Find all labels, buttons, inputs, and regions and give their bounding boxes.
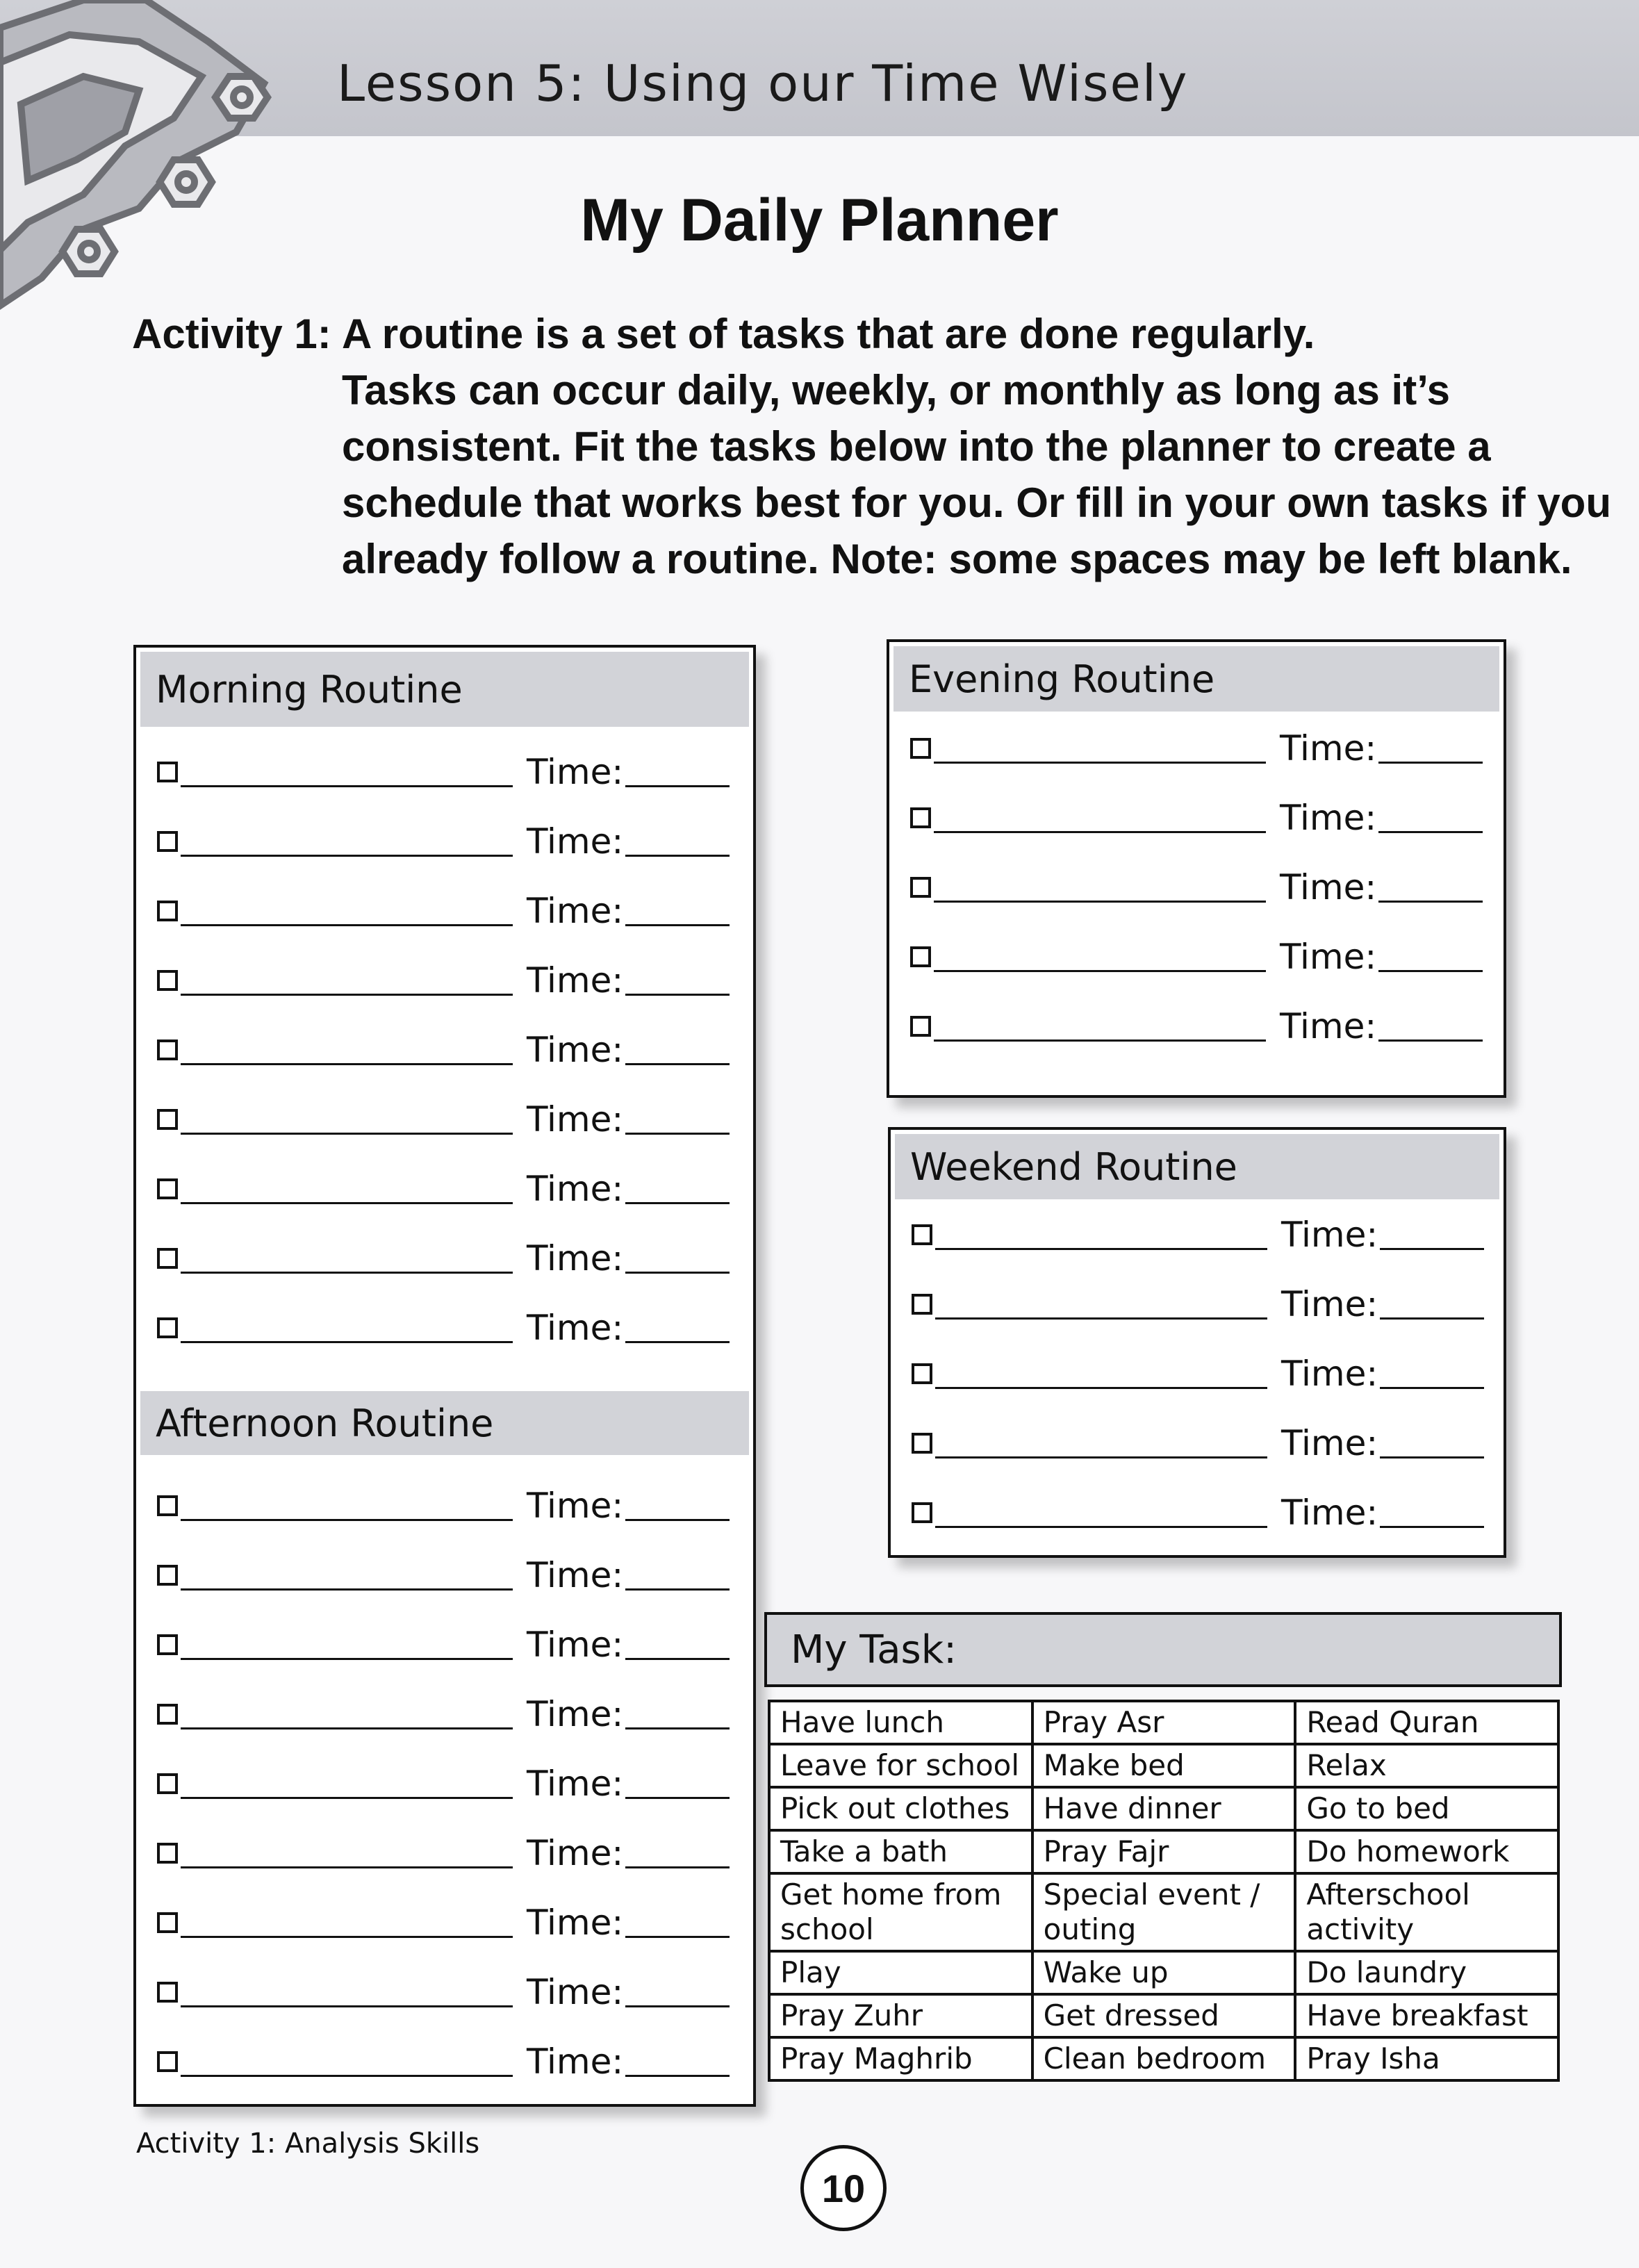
time-blank-line[interactable]: [1380, 1317, 1484, 1320]
time-blank-line[interactable]: [625, 785, 730, 787]
routine-row: [136, 752, 753, 794]
time-label: Time:: [527, 1099, 624, 1140]
routine-row: [136, 1764, 753, 1805]
time-blank-line[interactable]: [625, 1658, 730, 1660]
lesson-title: Lesson 5: Using our Time Wisely: [337, 54, 1189, 113]
task-checkbox[interactable]: [157, 1565, 178, 1586]
task-checkbox[interactable]: [157, 970, 178, 991]
time-label: Time:: [527, 752, 624, 792]
task-table-row: [769, 2037, 1558, 2080]
evening-routine-heading: Evening Routine: [893, 646, 1499, 712]
task-blank-line[interactable]: [181, 1519, 513, 1521]
routine-row: [136, 960, 753, 1002]
task-checkbox[interactable]: [912, 1433, 932, 1454]
routine-row: [136, 1099, 753, 1141]
task-checkbox[interactable]: [910, 1016, 931, 1037]
task-checkbox[interactable]: [910, 807, 931, 828]
time-blank-line[interactable]: [625, 1866, 730, 1868]
task-checkbox[interactable]: [157, 1040, 178, 1060]
morning-afternoon-box: [133, 645, 756, 2107]
time-blank-line[interactable]: [1378, 831, 1483, 833]
routine-row: [136, 891, 753, 932]
task-blank-line[interactable]: [181, 1866, 513, 1868]
task-blank-line[interactable]: [181, 855, 513, 857]
time-blank-line[interactable]: [625, 1727, 730, 1729]
time-blank-line[interactable]: [625, 1202, 730, 1204]
page-title: My Daily Planner: [580, 187, 1059, 254]
time-blank-line[interactable]: [1378, 762, 1483, 764]
time-label: Time:: [527, 1169, 624, 1209]
routine-row: [136, 1625, 753, 1666]
task-blank-line[interactable]: [181, 785, 513, 787]
time-label: Time:: [527, 2041, 624, 2082]
task-blank-line[interactable]: [934, 901, 1266, 903]
task-cell: Special event / outing: [1032, 1873, 1296, 1951]
task-cell: Pray Asr: [1032, 1701, 1296, 1744]
task-table-row: [769, 1787, 1558, 1830]
time-label: Time:: [527, 1903, 624, 1943]
time-label: Time:: [527, 1555, 624, 1595]
activity-line: already follow a routine. Note: some spaces may be left blank.: [342, 536, 1572, 582]
time-blank-line[interactable]: [625, 1797, 730, 1799]
task-checkbox[interactable]: [912, 1294, 932, 1315]
time-label: Time:: [527, 1308, 624, 1348]
task-blank-line[interactable]: [181, 2005, 513, 2007]
task-blank-line[interactable]: [181, 924, 513, 926]
task-checkbox[interactable]: [912, 1363, 932, 1384]
time-blank-line[interactable]: [1380, 1387, 1484, 1389]
time-label: Time:: [1280, 1006, 1377, 1046]
time-blank-line[interactable]: [625, 924, 730, 926]
task-table: [768, 1700, 1560, 2082]
routine-row: [136, 1972, 753, 2014]
task-blank-line[interactable]: [181, 1341, 513, 1343]
task-checkbox[interactable]: [157, 901, 178, 921]
my-task-heading: My Task:: [764, 1612, 1562, 1687]
afternoon-routine-heading: Afternoon Routine: [140, 1391, 749, 1455]
routine-row: [136, 1833, 753, 1875]
task-cell: Afterschool activity: [1295, 1873, 1558, 1951]
weekend-routine-heading: Weekend Routine: [895, 1134, 1499, 1199]
task-checkbox[interactable]: [157, 1704, 178, 1725]
routine-row: [891, 1423, 1504, 1465]
activity-label: Activity 1:: [132, 311, 331, 357]
time-label: Time:: [527, 1238, 624, 1279]
task-checkbox[interactable]: [157, 1912, 178, 1933]
time-label: Time:: [1280, 937, 1377, 977]
time-label: Time:: [1280, 798, 1377, 838]
routine-row: [889, 728, 1504, 770]
task-checkbox[interactable]: [157, 1178, 178, 1199]
task-blank-line[interactable]: [181, 1272, 513, 1274]
time-label: Time:: [1280, 728, 1377, 769]
task-cell: Leave for school: [769, 1744, 1032, 1787]
time-blank-line[interactable]: [1380, 1456, 1484, 1458]
routine-row: [889, 867, 1504, 909]
task-checkbox[interactable]: [157, 1982, 178, 2003]
time-label: Time:: [1281, 1354, 1378, 1394]
task-table-row: [769, 1994, 1558, 2037]
weekend-routine-box: [888, 1127, 1506, 1558]
task-checkbox[interactable]: [157, 831, 178, 852]
task-checkbox[interactable]: [157, 2051, 178, 2072]
time-label: Time:: [1281, 1493, 1378, 1533]
task-table-row: [769, 1744, 1558, 1787]
task-checkbox[interactable]: [910, 738, 931, 759]
time-label: Time:: [527, 1030, 624, 1070]
routine-row: [136, 1238, 753, 1280]
page-number: 10: [800, 2145, 887, 2231]
time-label: Time:: [527, 1694, 624, 1734]
task-cell: Take a bath: [769, 1830, 1032, 1873]
task-blank-line[interactable]: [181, 1202, 513, 1204]
task-blank-line[interactable]: [935, 1317, 1267, 1320]
task-cell: Have lunch: [769, 1701, 1032, 1744]
task-cell: Pray Zuhr: [769, 1994, 1032, 2037]
time-blank-line[interactable]: [625, 1519, 730, 1521]
time-label: Time:: [527, 1972, 624, 2012]
routine-row: [136, 1555, 753, 1597]
time-blank-line[interactable]: [625, 1341, 730, 1343]
routine-row: [136, 2041, 753, 2083]
task-blank-line[interactable]: [181, 1797, 513, 1799]
time-label: Time:: [527, 1764, 624, 1804]
task-blank-line[interactable]: [181, 1658, 513, 1660]
task-blank-line[interactable]: [181, 1727, 513, 1729]
time-blank-line[interactable]: [1380, 1248, 1484, 1250]
task-table-row: [769, 1873, 1558, 1951]
activity-line: Tasks can occur daily, weekly, or monthly as long as it’s: [342, 367, 1451, 413]
task-cell: Pick out clothes: [769, 1787, 1032, 1830]
task-cell: Relax: [1295, 1744, 1558, 1787]
evening-routine-box: [887, 639, 1506, 1098]
task-blank-line[interactable]: [934, 1040, 1266, 1042]
morning-routine-heading: Morning Routine: [140, 652, 749, 727]
time-label: Time:: [1280, 867, 1377, 907]
task-cell: Have breakfast: [1295, 1994, 1558, 2037]
task-checkbox[interactable]: [910, 946, 931, 967]
task-cell: Have dinner: [1032, 1787, 1296, 1830]
task-checkbox[interactable]: [157, 1248, 178, 1269]
routine-row: [136, 821, 753, 863]
task-cell: Pray Fajr: [1032, 1830, 1296, 1873]
time-label: Time:: [527, 821, 624, 862]
time-blank-line[interactable]: [1378, 901, 1483, 903]
task-checkbox[interactable]: [157, 1109, 178, 1130]
time-label: Time:: [1281, 1423, 1378, 1463]
routine-row: [136, 1030, 753, 1071]
task-checkbox[interactable]: [157, 1634, 178, 1655]
time-blank-line[interactable]: [1380, 1526, 1484, 1528]
time-blank-line[interactable]: [1378, 970, 1483, 972]
task-blank-line[interactable]: [935, 1387, 1267, 1389]
activity-text: [342, 306, 1639, 587]
task-table-row: [769, 1701, 1558, 1744]
task-checkbox[interactable]: [912, 1224, 932, 1245]
task-cell: Go to bed: [1295, 1787, 1558, 1830]
task-table-row: [769, 1830, 1558, 1873]
routine-row: [136, 1486, 753, 1527]
task-checkbox[interactable]: [157, 762, 178, 782]
task-checkbox[interactable]: [157, 1495, 178, 1516]
arabesque-ornament-icon: [0, 0, 327, 320]
time-label: Time:: [527, 891, 624, 931]
time-label: Time:: [527, 1486, 624, 1526]
task-blank-line[interactable]: [181, 1133, 513, 1135]
task-checkbox[interactable]: [157, 1317, 178, 1338]
time-label: Time:: [1281, 1215, 1378, 1255]
time-blank-line[interactable]: [625, 1936, 730, 1938]
task-cell: Wake up: [1032, 1951, 1296, 1994]
time-label: Time:: [527, 960, 624, 1001]
task-blank-line[interactable]: [181, 994, 513, 996]
task-blank-line[interactable]: [181, 1588, 513, 1591]
time-blank-line[interactable]: [625, 855, 730, 857]
routine-row: [889, 937, 1504, 978]
task-cell: Clean bedroom: [1032, 2037, 1296, 2080]
time-blank-line[interactable]: [625, 1133, 730, 1135]
task-blank-line[interactable]: [934, 831, 1266, 833]
task-checkbox[interactable]: [157, 1773, 178, 1794]
task-cell: Make bed: [1032, 1744, 1296, 1787]
routine-row: [889, 1006, 1504, 1048]
routine-row: [889, 798, 1504, 839]
task-cell: Pray Maghrib: [769, 2037, 1032, 2080]
task-blank-line[interactable]: [181, 1936, 513, 1938]
task-cell: Get home from school: [769, 1873, 1032, 1951]
task-blank-line[interactable]: [934, 970, 1266, 972]
routine-row: [891, 1284, 1504, 1326]
routine-row: [891, 1215, 1504, 1256]
time-label: Time:: [527, 1625, 624, 1665]
time-blank-line[interactable]: [625, 1063, 730, 1065]
time-blank-line[interactable]: [625, 2005, 730, 2007]
task-blank-line[interactable]: [935, 1248, 1267, 1250]
task-cell: Get dressed: [1032, 1994, 1296, 2037]
time-blank-line[interactable]: [625, 2075, 730, 2077]
time-blank-line[interactable]: [1378, 1040, 1483, 1042]
task-checkbox[interactable]: [157, 1843, 178, 1864]
footer-note: Activity 1: Analysis Skills: [136, 2128, 480, 2160]
time-blank-line[interactable]: [625, 1588, 730, 1591]
task-checkbox[interactable]: [912, 1502, 932, 1523]
task-cell: Play: [769, 1951, 1032, 1994]
task-blank-line[interactable]: [935, 1526, 1267, 1528]
task-cell: Pray Isha: [1295, 2037, 1558, 2080]
task-table-row: [769, 1951, 1558, 1994]
routine-row: [891, 1493, 1504, 1534]
routine-row: [136, 1308, 753, 1349]
routine-row: [136, 1903, 753, 1944]
task-checkbox[interactable]: [910, 877, 931, 898]
time-blank-line[interactable]: [625, 994, 730, 996]
task-blank-line[interactable]: [934, 762, 1266, 764]
task-blank-line[interactable]: [935, 1456, 1267, 1458]
time-label: Time:: [527, 1833, 624, 1873]
routine-row: [136, 1694, 753, 1736]
activity-line: schedule that works best for you. Or fill in your own tasks if you: [342, 479, 1611, 526]
routine-row: [136, 1169, 753, 1210]
task-cell: Do homework: [1295, 1830, 1558, 1873]
activity-line: consistent. Fit the tasks below into the planner to create a: [342, 423, 1491, 470]
task-blank-line[interactable]: [181, 1063, 513, 1065]
task-blank-line[interactable]: [181, 2075, 513, 2077]
time-blank-line[interactable]: [625, 1272, 730, 1274]
task-cell: Read Quran: [1295, 1701, 1558, 1744]
task-cell: Do laundry: [1295, 1951, 1558, 1994]
routine-row: [891, 1354, 1504, 1395]
activity-line: A routine is a set of tasks that are done regularly.: [342, 311, 1315, 357]
time-label: Time:: [1281, 1284, 1378, 1324]
